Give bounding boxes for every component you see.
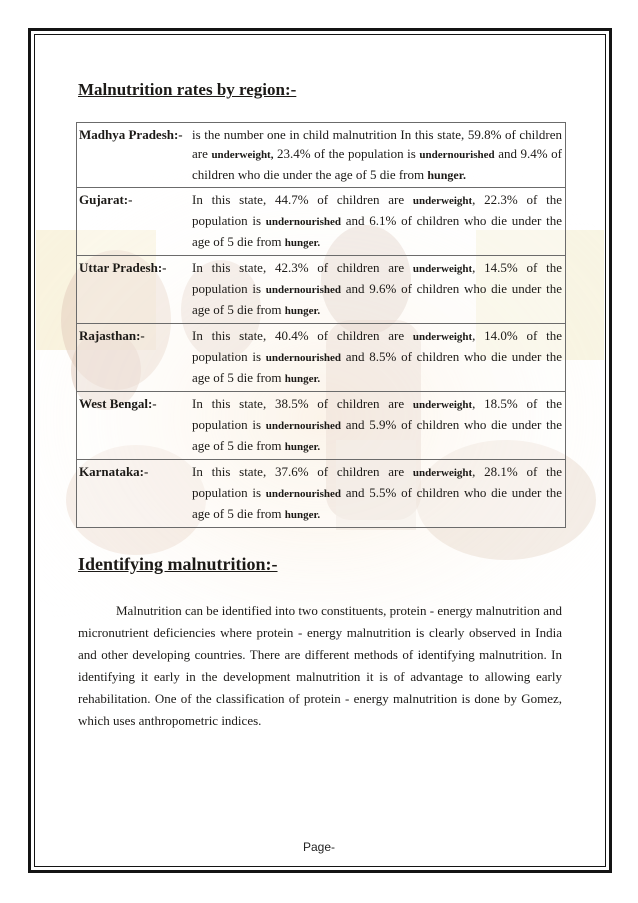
table-row [77, 123, 566, 188]
region-description: is the number one in child malnutrition In this state, 59.8% of children are underweight, 23.4% of the population is undernourished and 9.4% of children who die under the age of 5 die from hunger. [192, 127, 562, 182]
region-description: In this state, 42.3% of children are underweight, 14.5% of the population is undernourished and 9.6% of children who die under the age of 5 die from hunger. [192, 260, 562, 317]
region-description: In this state, 38.5% of children are underweight, 18.5% of the population is undernourished and 5.9% of children who die under the age of 5 die from hunger. [192, 396, 562, 453]
section-title-malnutrition-rates: Malnutrition rates by region:- [78, 80, 297, 99]
body-paragraph: Malnutrition can be identified into two constituents, protein - energy malnutrition and micronutrient deficiencies where protein - energy malnutrition is clearly observed in India and other developing countries. There are different methods of identifying malnutrition. In identifying it early in the development malnutrition it is of advantage to allowing early rehabilitation. One of the classification of protein - energy malnutrition is done by Gomez, which uses anthropometric indices. [78, 603, 562, 728]
table-row [77, 188, 566, 256]
section-title-identifying-malnutrition: Identifying malnutrition:- [78, 554, 278, 574]
region-name: Madhya Pradesh:- [79, 127, 183, 142]
region-name: Uttar Pradesh:- [79, 260, 167, 275]
region-description: In this state, 40.4% of children are underweight, 14.0% of the population is undernourished and 8.5% of children who die under the age of 5 die from hunger. [192, 328, 562, 385]
region-table [76, 122, 566, 528]
table-row [77, 324, 566, 392]
table-row [77, 392, 566, 460]
region-name: Gujarat:- [79, 192, 133, 207]
region-description: In this state, 37.6% of children are underweight, 28.1% of the population is undernourished and 5.5% of children who die under the age of 5 die from hunger. [192, 464, 562, 521]
region-description: In this state, 44.7% of children are underweight, 22.3% of the population is undernourished and 6.1% of children who die under the age of 5 die from hunger. [192, 192, 562, 249]
table-row [77, 256, 566, 324]
region-name: Rajasthan:- [79, 328, 145, 343]
region-name: West Bengal:- [79, 396, 157, 411]
page-footer: Page- [302, 840, 336, 854]
region-name: Karnataka:- [79, 464, 149, 479]
table-row [77, 460, 566, 528]
